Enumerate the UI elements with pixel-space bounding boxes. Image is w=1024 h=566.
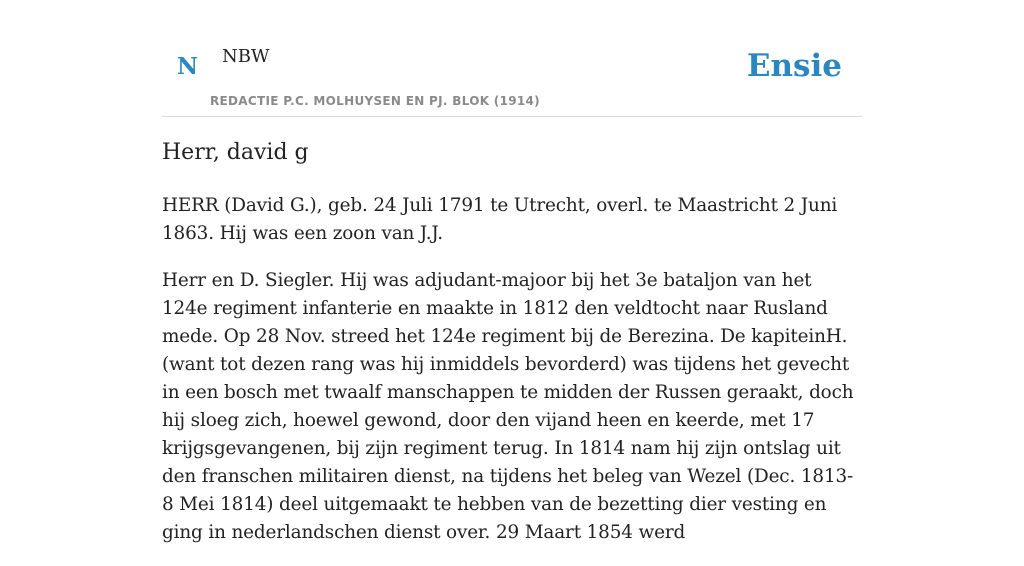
brand-logo-link[interactable]: Ensie bbox=[746, 48, 842, 84]
source-logo[interactable]: N bbox=[177, 53, 199, 80]
entry-body bbox=[162, 192, 862, 566]
entry-paragraph: HERR (David G.), geb. 24 Juli 1791 te Utrecht, overl. te Maastricht 2 Juni 1863. Hij was een zoon van J.J. bbox=[162, 195, 838, 244]
source-title[interactable]: NBW bbox=[222, 46, 270, 67]
entry-paragraph: Herr en D. Siegler. Hij was adjudant-majoor bij het 3e bataljon van het 124e regiment infanterie en maakte in 1812 den veldtocht naar Rusland mede. Op 28 Nov. streed het 124e regiment bij de Berezina. De kapiteinH. (want tot dezen rang was hij inmiddels bevorderd) was tijdens het gevecht in een bosch met twaalf manschappen te midden der Russen geraakt, doch hij sloeg zich, hoewel gewond, door den vijand heen en keerde, met 17 krijgsgevangenen, bij zijn regiment terug. In 1814 nam hij zijn ontslag uit den franschen militairen dienst, na tijdens het beleg van Wezel (Dec. 1813-8 Mei 1814) deel uitgemaakt te hebben van de bezetting dier vesting en ging in nederlandschen dienst over. 29 Maart 1854 werd bbox=[162, 270, 854, 543]
entry-title: Herr, david g bbox=[162, 140, 309, 165]
source-subtitle: REDACTIE P.C. MOLHUYSEN EN PJ. BLOK (1914) bbox=[210, 94, 540, 108]
site-header bbox=[162, 0, 862, 117]
